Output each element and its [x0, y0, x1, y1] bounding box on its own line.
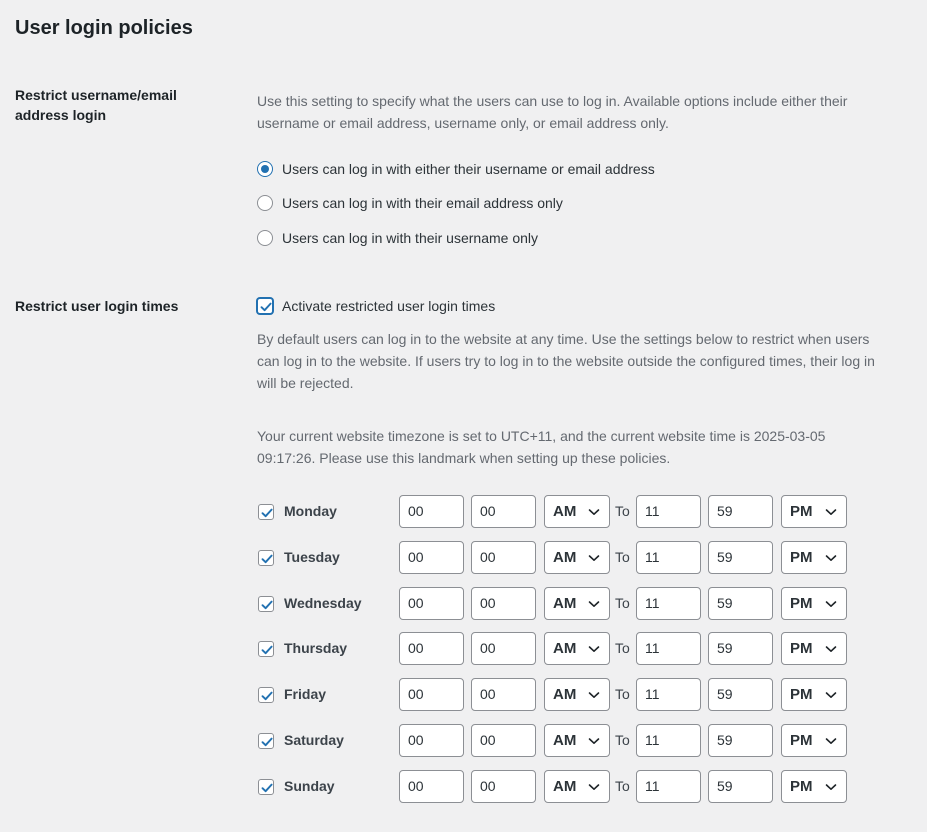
- to-ampm-value: PM: [790, 732, 813, 749]
- checkmark-icon: [259, 551, 275, 567]
- day-row-sunday: [257, 770, 877, 804]
- from-hour-input[interactable]: 00: [399, 541, 464, 574]
- from-ampm-select[interactable]: [544, 678, 610, 711]
- to-ampm-select[interactable]: [781, 770, 847, 803]
- to-minute-input[interactable]: 59: [708, 632, 773, 665]
- to-hour-input[interactable]: 11: [636, 632, 701, 665]
- login-option-email-only[interactable]: [257, 193, 563, 213]
- checkmark-icon: [259, 597, 275, 613]
- day-label: Friday: [284, 686, 327, 702]
- checkmark-icon: [259, 734, 275, 750]
- page-title: User login policies: [15, 17, 193, 39]
- day-checkbox[interactable]: [258, 550, 274, 566]
- to-ampm-value: PM: [790, 503, 813, 520]
- from-minute-input[interactable]: 00: [471, 541, 536, 574]
- chevron-down-icon: [825, 553, 837, 563]
- restrict-username-description: Use this setting to specify what the users can use to log in. Available options include either their username or email address, username only, or email address only.: [257, 93, 848, 131]
- from-hour-input[interactable]: 00: [399, 632, 464, 665]
- to-label: To: [615, 549, 630, 565]
- day-row-wednesday: [257, 587, 877, 621]
- day-label: Monday: [284, 503, 337, 519]
- to-hour-input[interactable]: 11: [636, 678, 701, 711]
- day-checkbox[interactable]: [258, 733, 274, 749]
- from-ampm-select[interactable]: [544, 632, 610, 665]
- from-minute-input[interactable]: 00: [471, 495, 536, 528]
- activate-checkbox[interactable]: [257, 298, 273, 314]
- to-label: To: [615, 778, 630, 794]
- from-ampm-value: AM: [553, 732, 577, 749]
- timezone-note: Your current website timezone is set to UTC+11, and the current website time is 2025-03-05 09:17:26. Please use this landmark when setting up these policies.: [257, 428, 826, 466]
- to-label: To: [615, 595, 630, 611]
- to-ampm-select[interactable]: [781, 678, 847, 711]
- to-label: To: [615, 686, 630, 702]
- to-ampm-value: PM: [790, 686, 813, 703]
- day-label: Saturday: [284, 732, 344, 748]
- from-minute-input[interactable]: 00: [471, 632, 536, 665]
- checkmark-icon: [259, 505, 275, 521]
- chevron-down-icon: [825, 736, 837, 746]
- from-ampm-select[interactable]: [544, 495, 610, 528]
- to-minute-input[interactable]: 59: [708, 495, 773, 528]
- to-hour-input[interactable]: 11: [636, 541, 701, 574]
- to-minute-input[interactable]: 59: [708, 541, 773, 574]
- day-checkbox[interactable]: [258, 504, 274, 520]
- day-row-friday: [257, 678, 877, 712]
- to-ampm-select[interactable]: [781, 632, 847, 665]
- day-checkbox[interactable]: [258, 596, 274, 612]
- day-label: Thursday: [284, 640, 348, 656]
- to-hour-input[interactable]: 11: [636, 495, 701, 528]
- activate-label: Activate restricted user login times: [282, 298, 496, 314]
- day-checkbox[interactable]: [258, 779, 274, 795]
- chevron-down-icon: [588, 553, 600, 563]
- checkmark-icon: [258, 299, 274, 315]
- checkmark-icon: [259, 780, 275, 796]
- to-ampm-select[interactable]: [781, 541, 847, 574]
- to-label: To: [615, 732, 630, 748]
- chevron-down-icon: [825, 690, 837, 700]
- from-ampm-select[interactable]: [544, 587, 610, 620]
- day-label: Sunday: [284, 778, 335, 794]
- login-option-either[interactable]: [257, 159, 655, 179]
- from-hour-input[interactable]: 00: [399, 724, 464, 757]
- restrict-times-label: Restrict user login times: [15, 298, 179, 314]
- checkmark-icon: [259, 642, 275, 658]
- from-ampm-value: AM: [553, 640, 577, 657]
- to-ampm-select[interactable]: [781, 495, 847, 528]
- radio-button[interactable]: [257, 161, 273, 177]
- to-ampm-value: PM: [790, 640, 813, 657]
- from-hour-input[interactable]: 00: [399, 678, 464, 711]
- to-ampm-value: PM: [790, 549, 813, 566]
- day-row-tuesday: [257, 541, 877, 575]
- login-option-label: Users can log in with either their username or email address: [282, 161, 655, 177]
- day-checkbox[interactable]: [258, 641, 274, 657]
- radio-button[interactable]: [257, 195, 273, 211]
- to-minute-input[interactable]: 59: [708, 678, 773, 711]
- from-ampm-select[interactable]: [544, 724, 610, 757]
- from-ampm-select[interactable]: [544, 770, 610, 803]
- chevron-down-icon: [588, 507, 600, 517]
- day-label: Wednesday: [284, 595, 362, 611]
- restrict-times-description: By default users can log in to the website at any time. Use the settings below to restrict when users can log in to the website. If users try to log in to the website outside the configured times, their log in will be rejected.: [257, 331, 875, 391]
- from-minute-input[interactable]: 00: [471, 770, 536, 803]
- to-ampm-value: PM: [790, 595, 813, 612]
- chevron-down-icon: [825, 599, 837, 609]
- to-minute-input[interactable]: 59: [708, 587, 773, 620]
- chevron-down-icon: [588, 690, 600, 700]
- day-row-saturday: [257, 724, 877, 758]
- to-minute-input[interactable]: 59: [708, 770, 773, 803]
- checkmark-icon: [259, 688, 275, 704]
- from-hour-input[interactable]: 00: [399, 495, 464, 528]
- to-label: To: [615, 640, 630, 656]
- day-row-monday: [257, 495, 877, 529]
- chevron-down-icon: [588, 782, 600, 792]
- login-option-username-only[interactable]: [257, 228, 538, 248]
- from-minute-input[interactable]: 00: [471, 587, 536, 620]
- to-label: To: [615, 503, 630, 519]
- from-minute-input[interactable]: 00: [471, 724, 536, 757]
- to-hour-input[interactable]: 11: [636, 587, 701, 620]
- to-hour-input[interactable]: 11: [636, 770, 701, 803]
- activate-restricted-times[interactable]: [257, 296, 495, 316]
- to-minute-input[interactable]: 59: [708, 724, 773, 757]
- from-ampm-value: AM: [553, 686, 577, 703]
- restrict-username-label: Restrict username/email address login: [15, 87, 177, 123]
- login-option-label: Users can log in with their username only: [282, 230, 539, 246]
- to-ampm-value: PM: [790, 778, 813, 795]
- to-hour-input[interactable]: 11: [636, 724, 701, 757]
- radio-button[interactable]: [257, 230, 273, 246]
- from-ampm-select[interactable]: [544, 541, 610, 574]
- from-hour-input[interactable]: 00: [399, 770, 464, 803]
- from-ampm-value: AM: [553, 503, 577, 520]
- chevron-down-icon: [588, 599, 600, 609]
- day-label: Tuesday: [284, 549, 340, 565]
- from-hour-input[interactable]: 00: [399, 587, 464, 620]
- from-ampm-value: AM: [553, 595, 577, 612]
- day-row-thursday: [257, 632, 877, 666]
- chevron-down-icon: [588, 644, 600, 654]
- day-checkbox[interactable]: [258, 687, 274, 703]
- from-ampm-value: AM: [553, 778, 577, 795]
- from-ampm-value: AM: [553, 549, 577, 566]
- login-option-label: Users can log in with their email address only: [282, 195, 563, 211]
- chevron-down-icon: [825, 644, 837, 654]
- chevron-down-icon: [588, 736, 600, 746]
- to-ampm-select[interactable]: [781, 587, 847, 620]
- to-ampm-select[interactable]: [781, 724, 847, 757]
- chevron-down-icon: [825, 782, 837, 792]
- from-minute-input[interactable]: 00: [471, 678, 536, 711]
- chevron-down-icon: [825, 507, 837, 517]
